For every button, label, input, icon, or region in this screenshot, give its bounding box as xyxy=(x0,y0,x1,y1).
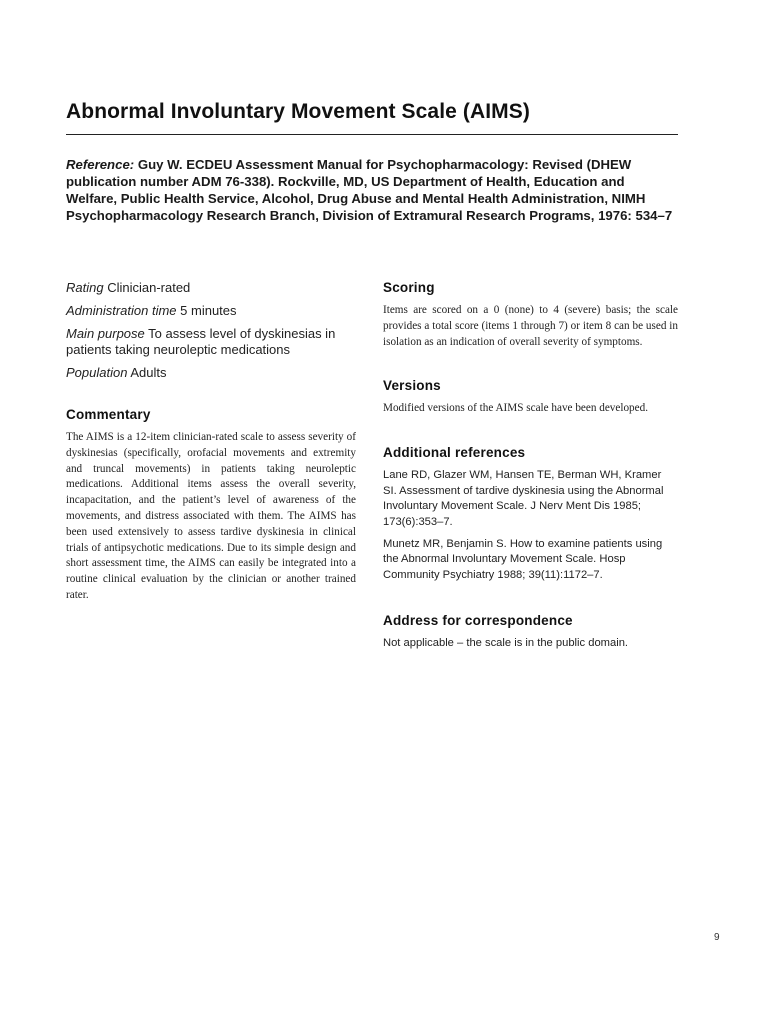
population-value: Adults xyxy=(127,365,167,380)
rating-line xyxy=(66,280,356,296)
document-page xyxy=(66,0,678,1024)
reference-item: Munetz MR, Benjamin S. How to examine patients using the Abnormal Involuntary Movement Scale. Hosp Community Psychiatry 1988; 39(11):1172–7. xyxy=(383,537,663,581)
rating-value: Clinician-rated xyxy=(103,280,191,295)
scoring-heading: Scoring xyxy=(383,280,435,295)
versions-body: Modified versions of the AIMS scale have been developed. xyxy=(383,402,649,415)
reference-citation xyxy=(66,156,678,224)
reference-text: Guy W. ECDEU Assessment Manual for Psychopharmacology: Revised (DHEW publication number ADM 76-338). Rockville, MD, US Department of Health, Education and Welfare, Public Health Service, Alcohol, Drug Abuse and Mental Health Administration, NIMH Psychopharmacology Research Branch, Division of Extramural Research Programs, 1976: 534–7 xyxy=(66,157,673,223)
title-divider xyxy=(66,134,678,135)
administration-time-line xyxy=(66,303,356,319)
reference-item: Lane RD, Glazer WM, Hansen TE, Berman WH, Kramer SI. Assessment of tardive dyskinesia using the Abnormal Involuntary Movement Scale. J Nerv Ment Dis 1985; 173(6):353–7. xyxy=(383,469,664,528)
left-column xyxy=(66,280,356,604)
main-purpose-value: To assess level of dyskinesias in patients taking neuroleptic medications xyxy=(66,326,336,357)
commentary-body: The AIMS is a 12-item clinician-rated scale to assess severity of dyskinesias (specifically, orofacial movements and extremity and truncal movements) in patients taking neuroleptic medications. Additional items assess the overall severity, incapacitation, and the patient’s level of awareness of the movements, and distress associated with them. The AIMS has been used extensively to assess tardive dyskinesia in clinical trials of antipsychotic medications. Due to its simple design and short assessment time, the AIMS can easily be integrated into a routine clinical evaluation by the clinician or another trained rater. xyxy=(66,431,356,601)
reference-label: Reference: xyxy=(66,157,135,172)
versions-heading: Versions xyxy=(383,378,441,394)
administration-time-value: 5 minutes xyxy=(176,303,237,318)
additional-references-list xyxy=(383,468,678,583)
additional-references-heading: Additional references xyxy=(383,445,526,461)
commentary-heading: Commentary xyxy=(66,407,151,422)
main-purpose-label: Main purpose xyxy=(66,326,145,341)
page-title: Abnormal Involuntary Movement Scale (AIMS) xyxy=(66,100,530,123)
population-line xyxy=(66,365,356,381)
main-purpose-line xyxy=(66,326,356,358)
rating-label: Rating xyxy=(66,280,104,295)
page-number: 9 xyxy=(714,932,720,943)
address-heading: Address for correspondence xyxy=(383,613,573,629)
right-column xyxy=(383,280,678,652)
administration-time-label: Administration time xyxy=(66,303,177,318)
address-body: Not applicable – the scale is in the public domain. xyxy=(383,637,629,650)
scoring-body: Items are scored on a 0 (none) to 4 (severe) basis; the scale provides a total score (items 1 through 7) or item 8 can be used in isolation as an indication of overall severity of symptoms. xyxy=(383,304,678,348)
population-label: Population xyxy=(66,365,128,380)
